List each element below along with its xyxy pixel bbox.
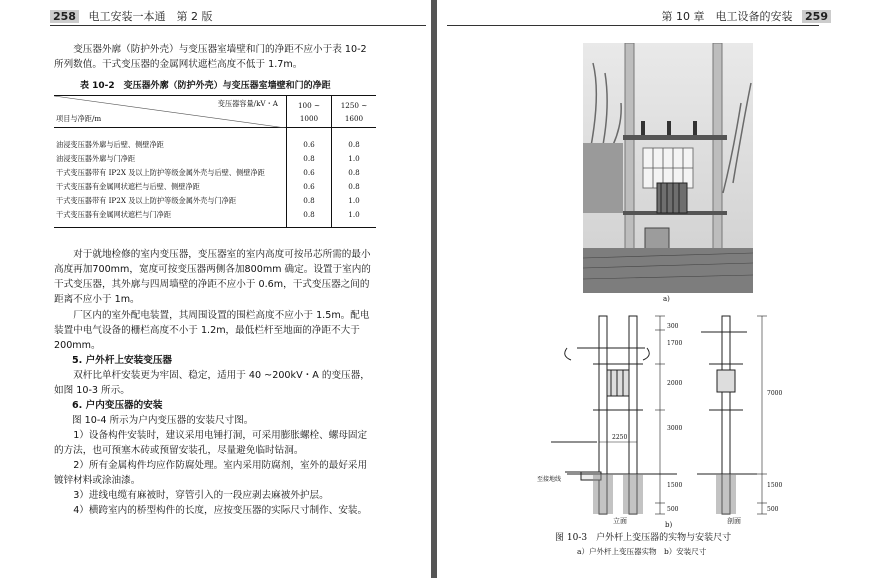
row-value-1: 0.8 [287, 208, 332, 222]
transformer-photo [583, 43, 753, 293]
header-rule [50, 25, 426, 26]
list-item-2: 2）所有金属构件均应作防腐处理。室内采用防腐剂，室外的最好采用镀锌材料或涂油漆。 [54, 460, 368, 486]
dim-3000: 3000 [667, 425, 683, 432]
row-label: 油浸变压器外廓与门净距 [54, 152, 287, 166]
side-view-label: 剖面 [727, 517, 741, 525]
row-value-1: 0.8 [287, 194, 332, 208]
paragraph-intro: 变压器外廓（防护外壳）与变压器室墙壁和门的净距不应小于表 10-2 所列数值。干式变压器的金属网状遮栏高度不低于 1.7m。 [54, 44, 367, 70]
paragraph-outdoor: 厂区内的室外配电装置，其周围设置的围栏高度不应小于 1.5m。配电装置中电气设备的栅栏高度不小于 1.2m，最低栏杆至地面的净距不大于 200mm。 [54, 310, 370, 351]
list-item-3: 3）进线电缆有麻被时，穿管引入的一段应剥去麻被外护层。 [73, 490, 329, 501]
table-row [54, 138, 376, 152]
dim-1500-left: 1500 [667, 482, 683, 489]
left-page [0, 0, 431, 578]
dim-1700: 1700 [667, 340, 683, 347]
right-page-number: 259 [802, 10, 831, 23]
row-value-2: 0.8 [348, 140, 360, 149]
paragraph-section-6: 图 10-4 所示为户内变压器的安装尺寸图。 [72, 415, 254, 426]
table-row [54, 208, 376, 222]
table-row [54, 152, 376, 166]
right-page-header [662, 8, 831, 24]
left-page-header [50, 8, 212, 24]
left-page-number: 258 [50, 10, 79, 23]
photo-label: a) [663, 295, 670, 303]
heading-section-6: 6. 户内变压器的安装 [72, 400, 163, 411]
column-header-2 [332, 96, 377, 128]
dim-500-right: 500 [767, 506, 779, 513]
paragraph-indoor: 对于就地检修的室内变压器，变压器室的室内高度可按吊芯所需的最小高度再加700mm，宽度可按变压器两侧各加800mm 确定。设置于室内的干式变压器，其外廓与四周墙壁的净距不应小于 0.6m，干式变压器之间的距离不应小于 1m。 [54, 249, 371, 305]
row-value-2: 1.0 [348, 210, 360, 219]
dim-2250: 2250 [612, 434, 628, 441]
table-row [54, 180, 376, 194]
installation-drawing [537, 308, 837, 520]
header-item: 项目与净距/m [56, 114, 102, 123]
row-label: 干式变压器有金属网状遮栏与门净距 [54, 208, 287, 222]
dim-1500-right: 1500 [767, 482, 783, 489]
paragraph-section-5: 双杆比单杆安装更为牢固、稳定，适用于 40 ~200kV・A 的变压器，如图 10-3 所示。 [54, 370, 370, 396]
row-value-2: 1.0 [348, 154, 360, 163]
figure-subcaption: a）户外杆上变压器实物 b）安装尺寸 [577, 547, 707, 556]
col1-top: 100 ~ [297, 100, 321, 110]
column-header-1 [287, 96, 332, 128]
list-item-1: 1）设备构件安装时，建议采用电锤打洞，可采用膨胀螺栓、螺母固定的方法，也可预塞木砖或预留安装孔，尽量避免临时钻洞。 [54, 430, 368, 456]
heading-section-5: 5. 户外杆上安装变压器 [72, 355, 173, 366]
row-label: 干式变压器带有 IP2X 及以上防护等级金属外壳与门净距 [54, 194, 287, 208]
front-view-label: 立面 [613, 517, 627, 525]
row-value-1: 0.6 [287, 138, 332, 152]
row-value-2: 0.8 [348, 168, 360, 177]
row-label: 油浸变压器外廓与后壁、侧壁净距 [54, 138, 287, 152]
row-label: 干式变压器有金属网状遮栏与后壁、侧壁净距 [54, 180, 287, 194]
table-caption: 表 10-2 变压器外廓（防护外壳）与变压器室墙壁和门的净距 [80, 81, 331, 91]
col1-bottom: 1000 [299, 113, 319, 123]
figure-caption: 图 10-3 户外杆上变压器的实物与安装尺寸 [555, 533, 732, 543]
header-capacity: 变压器容量/kV・A [217, 99, 278, 108]
clearance-table [54, 95, 376, 228]
chapter-title: 第 10 章 电工设备的安装 [661, 10, 793, 23]
row-label: 干式变压器带有 IP2X 及以上防护等级金属外壳与后壁、侧壁净距 [54, 166, 287, 180]
row-value-2: 1.0 [348, 196, 360, 205]
dim-500-left: 500 [667, 506, 679, 513]
ground-wire-label: 至接地线 [537, 476, 562, 483]
table-header-cell [54, 96, 287, 128]
book-title: 电工安装一本通 第 2 版 [88, 10, 213, 23]
list-item-4: 4）横跨室内的桥型构件的长度，应按变压器的实际尺寸制作、安装。 [73, 505, 368, 516]
drawing-label: b) [665, 521, 673, 529]
table-row [54, 166, 376, 180]
right-page [437, 0, 869, 578]
row-value-1: 0.6 [287, 166, 332, 180]
dim-7000: 7000 [767, 390, 783, 397]
dim-300: 300 [667, 323, 679, 330]
table-row [54, 194, 376, 208]
row-value-2: 0.8 [348, 182, 360, 191]
row-value-1: 0.8 [287, 152, 332, 166]
col2-bottom: 1600 [344, 113, 364, 123]
header-rule [447, 25, 819, 26]
col2-top: 1250 ~ [340, 100, 368, 110]
dim-2000: 2000 [667, 380, 683, 387]
row-value-1: 0.6 [287, 180, 332, 194]
